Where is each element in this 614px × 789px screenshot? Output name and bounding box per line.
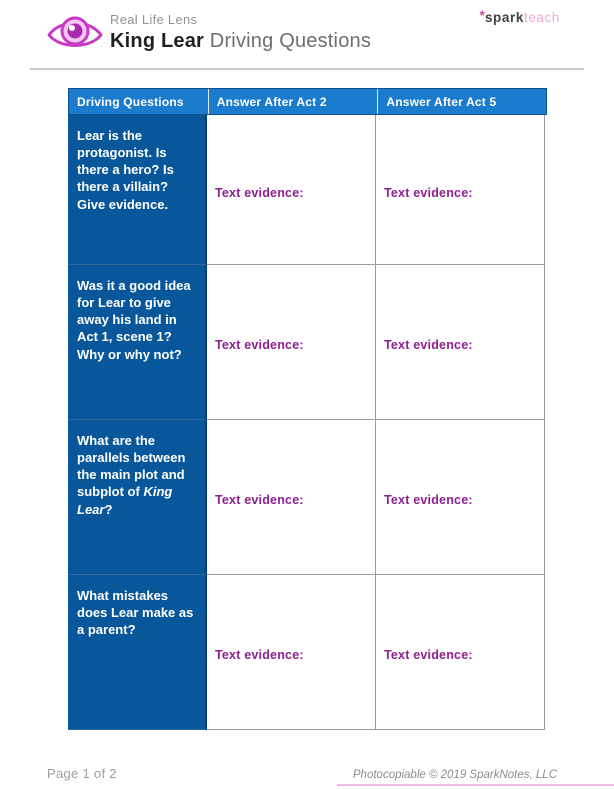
text-evidence-label: Text evidence: (215, 338, 304, 352)
sparkteach-teach: teach (523, 10, 560, 25)
sparkteach-spark: spark (484, 10, 524, 25)
table-header-row (68, 88, 547, 115)
page-title-book: King Lear (110, 30, 205, 52)
copyright-notice: Photocopiable © 2019 SparkNotes, LLC (352, 769, 557, 781)
text-evidence-label: Text evidence: (215, 185, 304, 200)
question-text-italic: King Lear (77, 484, 173, 517)
driving-questions-table (68, 88, 547, 730)
question-cell (68, 115, 207, 265)
page-title (110, 30, 371, 53)
real-life-lens-eye-icon (47, 11, 103, 55)
page-number: Page 1 of 2 (47, 766, 117, 781)
question-text: What are the parallels between the main plot and subplot of (77, 433, 186, 500)
answer-cell-act5 (376, 115, 545, 265)
question-cell (68, 265, 207, 420)
text-evidence-label: Text evidence: (215, 493, 304, 507)
page-title-suffix: Driving Questions (204, 30, 372, 52)
question-text: Was it a good idea for Lear to give away his land in Act 1, scene 1? Why or why not? (77, 278, 191, 362)
answer-cell-act5 (376, 265, 545, 420)
table-row (68, 575, 547, 730)
answer-cell-act2 (207, 115, 376, 265)
text-evidence-label: Text evidence: (384, 338, 473, 352)
question-text: What mistakes does Lear make as a parent? (77, 588, 194, 638)
answer-cell-act2 (207, 575, 376, 730)
answer-cell-act5 (376, 420, 545, 575)
series-label: Real Life Lens (110, 12, 198, 27)
col-header-answer-act-5: Answer After Act 5 (377, 89, 546, 114)
table-row (68, 265, 547, 420)
question-text-end: ? (104, 501, 113, 517)
answer-cell-act2 (207, 420, 376, 575)
table-row (68, 420, 547, 575)
question-cell (68, 420, 207, 575)
text-evidence-label: Text evidence: (384, 648, 473, 662)
footer-accent-line (337, 784, 614, 786)
header-divider (30, 68, 584, 70)
sparkteach-asterisk-icon: * (479, 8, 485, 23)
col-header-answer-act-2: Answer After Act 2 (208, 89, 378, 114)
col-header-driving-questions: Driving Questions (77, 95, 184, 109)
sparkteach-logo (480, 10, 560, 25)
text-evidence-label: Text evidence: (384, 493, 473, 507)
answer-cell-act2 (207, 265, 376, 420)
text-evidence-label: Text evidence: (384, 185, 473, 200)
question-text: Lear is the protagonist. Is there a hero? Is there a villain? Give evidence. (77, 128, 174, 212)
question-cell (68, 575, 207, 730)
answer-cell-act5 (376, 575, 545, 730)
table-row (68, 115, 547, 265)
text-evidence-label: Text evidence: (215, 648, 304, 662)
